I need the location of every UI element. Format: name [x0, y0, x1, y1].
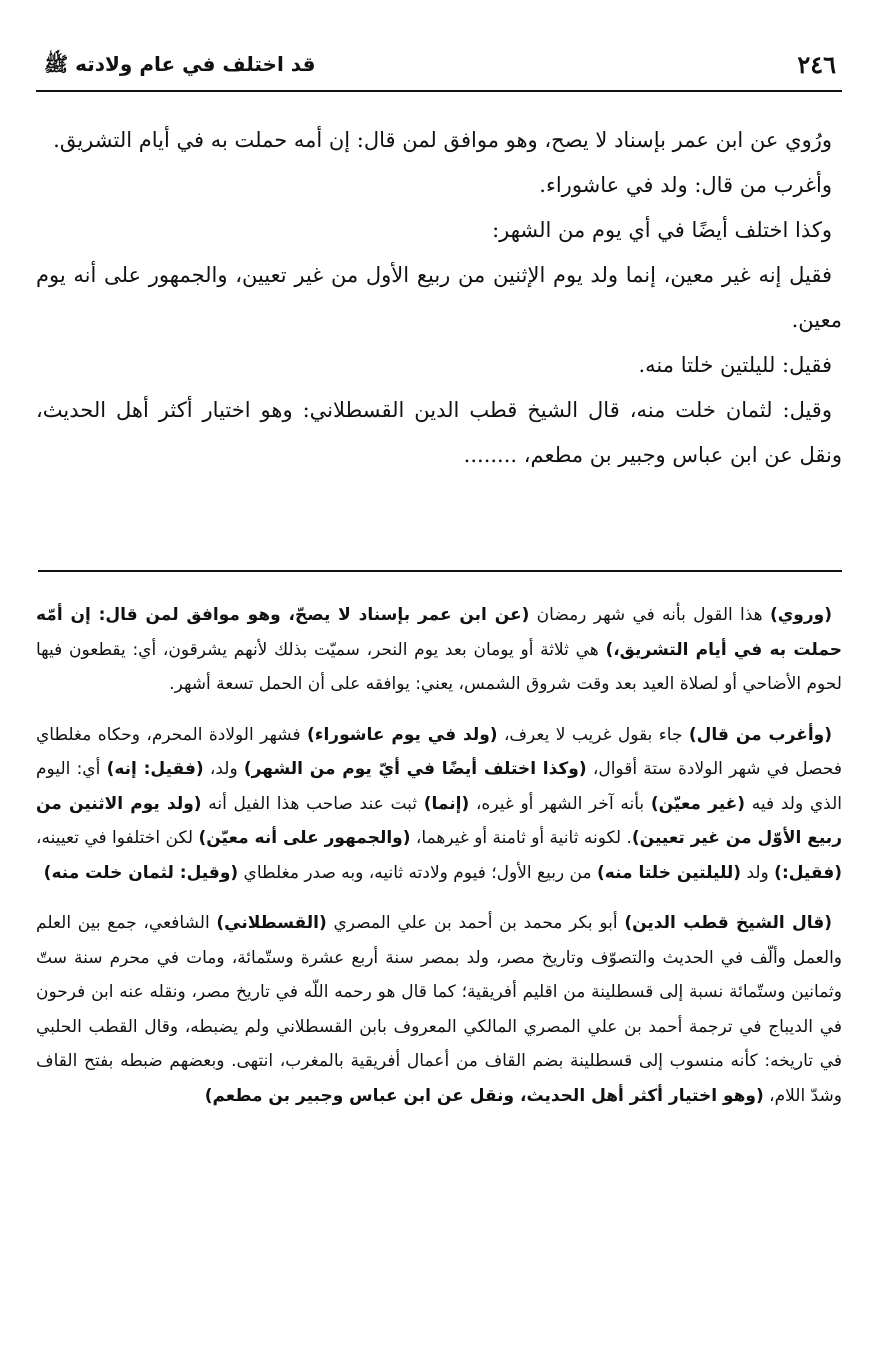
quoted-matn-text: (فقيل: إنه): [106, 759, 204, 779]
quoted-matn-text: (ولد في يوم عاشوراء): [307, 724, 498, 745]
main-paragraph-last: [36, 388, 842, 478]
commentary-paragraph: [36, 718, 842, 891]
commentary-text: من ربيع الأول؛ فيوم ولادته ثانيه، وبه صدر مغلطاي: [238, 862, 597, 883]
commentary-text: . لكونه ثانية أو ثامنة أو غيرهما،: [410, 828, 632, 848]
commentary-text: جاء بقول غريب لا يعرف،: [497, 724, 689, 745]
main-paragraph: فقيل: لليلتين خلتا منه.: [638, 353, 832, 377]
main-paragraph: ورُوي عن ابن عمر بإسناد لا يصح، وهو موافق لمن قال: إن أمه حملت به في أيام التشريق.: [53, 128, 832, 152]
commentary-text: ولد: [741, 862, 775, 883]
commentary-paragraph: [36, 906, 842, 1113]
commentary-text: ثبت عند صاحب هذا الفيل أنه: [201, 793, 424, 814]
commentary: [36, 598, 842, 1129]
quoted-matn-text: (وقيل: لثمان خلت منه): [43, 862, 239, 883]
quoted-matn-text: (القسطلاني): [216, 913, 327, 933]
quoted-matn-text: (إنما): [423, 793, 470, 814]
commentary-text: بأنه آخر الشهر أو غيره،: [469, 793, 651, 814]
commentary-text: الشافعي، جمع بين العلم والعمل وألّف في الحديث والتصوّف وتاريخ مصر، ولد بمصر سنة أربع عشرة وستّمائة، ومات في محرم سنة ستّ وثمانين وستّمائة نسبة إلى قسطلينة من اقليم أفريقية؛ كما قال هو رحمه اللّه في تاريخ مصر، ونقله عنه ابن فرحون في الديباج في ترجمة أحمد بن علي المصري المالكي المعروف بابن القسطلاني ولم يضبطه، وقال القطب الحلبي في تاريخه: كأنه منسوب إلى قسطلينة بضم القاف من أعمال أفريقية بالمغرب، انتهى. وبعضهم ضبطه بفتح القاف وشدّ اللام،: [36, 913, 842, 1106]
ellipsis-dots: ........: [463, 443, 518, 467]
commentary-text: هذا القول بأنه في شهر رمضان: [529, 605, 770, 625]
running-title: قد اختلف في عام ولادته ﷺ: [44, 52, 316, 76]
commentary-text: ولد،: [203, 759, 244, 779]
page-header: [36, 44, 842, 92]
commentary-text: هي ثلاثة أو يومان بعد يوم النحر، سميّت بذلك لأنهم يشرقون، أي: يقطعون فيها لحوم الأضاحي أو لصلاة العيد بعد وقت شروق الشمس، يعني: يوافقه على أن الحمل تسعة أشهر.: [36, 639, 842, 694]
quoted-matn-text: (فقيل:): [774, 862, 842, 883]
commentary-paragraph: [36, 598, 842, 702]
quoted-matn-text: (والجمهور على أنه معيّن): [198, 828, 411, 848]
quoted-matn-text: (ولد يوم الاثنين من ربيع الأوّل من غير تعيين): [36, 793, 842, 848]
quoted-matn-text: (قال الشيخ قطب الدين): [624, 913, 832, 933]
quoted-matn-text: (لليلتين خلتا منه): [597, 862, 742, 883]
main-text: [36, 118, 842, 478]
quoted-matn-text: (وهو اختيار أكثر أهل الحديث، ونقل عن ابن عباس وجبير بن مطعم): [204, 1085, 764, 1106]
main-paragraph: وأغرب من قال: ولد في عاشوراء.: [539, 173, 832, 197]
page-number: ٢٤٦: [797, 50, 836, 79]
commentary-text: لكن اختلفوا في تعيينه،: [36, 828, 199, 848]
quoted-matn-text: (وأغرب من قال): [688, 724, 832, 745]
quoted-matn-text: (وروي): [769, 605, 832, 625]
commentary-text: أي: اليوم الذي ولد فيه: [36, 759, 842, 814]
quoted-matn-text: (غير معيّن): [650, 793, 746, 814]
commentary-text: فشهر الولادة المحرم، وحكاه مغلطاي فحصل في شهر الولادة ستة أقوال،: [36, 724, 843, 779]
footnote-divider: [38, 570, 842, 572]
main-paragraph: فقيل إنه غير معين، إنما ولد يوم الإثنين من ربيع الأول من غير تعيين، والجمهور على أنه يوم معين.: [36, 263, 842, 332]
quoted-matn-text: (وكذا اختلف أيضًا في أيّ يوم من الشهر): [243, 759, 587, 779]
main-paragraph: وكذا اختلف أيضًا في أي يوم من الشهر:: [492, 218, 832, 242]
quoted-matn-text: (عن ابن عمر بإسناد لا يصحّ، وهو موافق لمن قال: إن أمّه حملت به في أيام التشريق،): [36, 605, 842, 660]
commentary-text: أبو بكر محمد بن أحمد بن علي المصري: [326, 913, 625, 933]
main-paragraph-text: وقيل: لثمان خلت منه، قال الشيخ قطب الدين القسطلاني: وهو اختيار أكثر أهل الحديث، ونقل عن ابن عباس وجبير بن مطعم،: [36, 398, 842, 467]
